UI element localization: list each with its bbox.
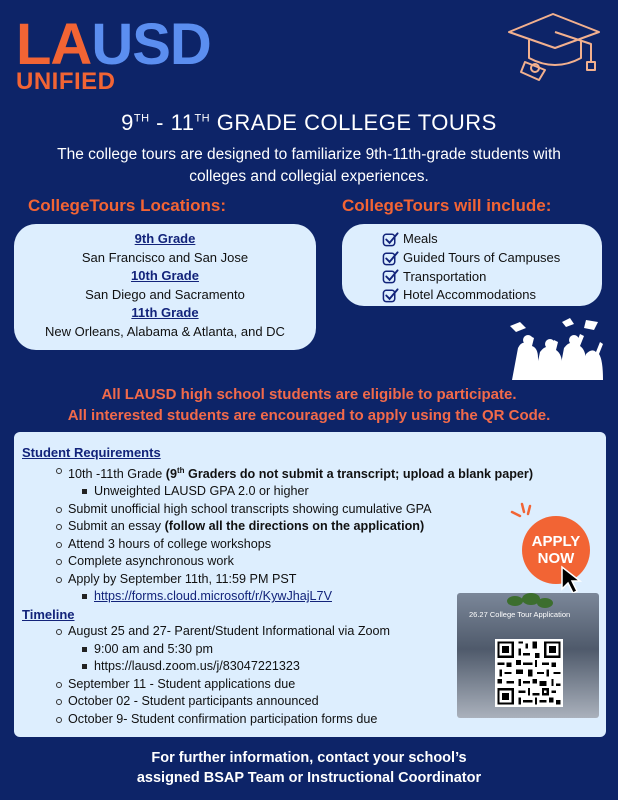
locations-box [14, 224, 316, 350]
page-title: 9TH - 11TH GRADE COLLEGE TOURS [121, 110, 497, 135]
includes-heading: CollegeTours will include: [342, 196, 552, 215]
list-item: September 11 - Student applications due [22, 676, 606, 694]
grade-label: 11th Grade [131, 305, 199, 320]
includes-box [342, 224, 602, 306]
qr-code-image[interactable] [495, 639, 563, 707]
list-item: Attend 3 hours of college workshops [22, 536, 606, 554]
list-item: October 9- Student confirmation participation forms due [22, 711, 606, 729]
list-item: Submit unofficial high school transcripts showing cumulative GPA [22, 501, 606, 519]
list-item: October 02 - Student participants announced [22, 693, 606, 711]
include-item: Guided Tours of Campuses [382, 249, 602, 268]
checkbox-check-icon [382, 250, 399, 267]
logo-usd-text: USD [91, 12, 211, 77]
checkbox-check-icon [382, 231, 399, 248]
include-item: Meals [382, 230, 602, 249]
logo-la-text: LA [16, 12, 92, 77]
include-item: Hotel Accommodations [382, 286, 602, 305]
footer-contact: For further information, contact your school’s assigned BSAP Team or Instructional Coordinator [136, 750, 482, 786]
cursor-arrow-icon [560, 565, 586, 595]
grade-places: New Orleans, Alabama & Atlanta, and DC [45, 323, 285, 339]
checkbox-check-icon [382, 268, 399, 285]
qr-code-card[interactable] [457, 593, 599, 718]
list-item: Unweighted LAUSD GPA 2.0 or higher [22, 483, 606, 501]
list-item: Apply by September 11th, 11:59 PM PST [22, 571, 606, 589]
grade-label: 9th Grade [134, 231, 196, 246]
timeline-heading: Timeline [22, 606, 75, 622]
apply-form-link[interactable]: https://forms.cloud.microsoft/r/KywJhajL7V [94, 589, 332, 604]
locations-heading: CollegeTours Locations: [28, 196, 227, 215]
graduates-silhouette-icon [504, 318, 604, 380]
list-item: Submit an essay (follow all the directions on the application) [22, 518, 606, 536]
list-item: Complete asynchronous work [22, 553, 606, 571]
include-item: Transportation [382, 268, 602, 287]
logo-unified-text: UNIFIED [16, 68, 116, 95]
eligibility-text: All LAUSD high school students are eligible to participate. All interested students are encouraged to apply using the QR Code. [67, 386, 551, 424]
highlight-rays-icon [510, 502, 534, 526]
list-item: 9:00 am and 5:30 pm [22, 641, 606, 659]
apply-now-button[interactable]: APPLY NOW [522, 516, 590, 584]
intro-text: The college tours are designed to familiarize 9th-11th-grade students with colleges and collegial experiences. [57, 146, 561, 185]
grade-label: 10th Grade [131, 268, 199, 283]
list-item: August 25 and 27- Parent/Student Informational via Zoom [22, 623, 606, 641]
graduation-cap-icon [505, 10, 605, 82]
lausd-logo [16, 12, 211, 95]
checkbox-check-icon [382, 287, 399, 304]
list-item: 10th -11th Grade (9th Graders do not submit a transcript; upload a blank paper) [22, 462, 606, 484]
list-item: https://lausd.zoom.us/j/83047221323 [22, 658, 606, 676]
grade-places: San Diego and Sacramento [85, 286, 245, 302]
requirements-heading: Student Requirements [22, 445, 161, 460]
qr-caption: 26.27 College Tour Application [469, 610, 571, 619]
grade-places: San Francisco and San Jose [81, 249, 249, 265]
